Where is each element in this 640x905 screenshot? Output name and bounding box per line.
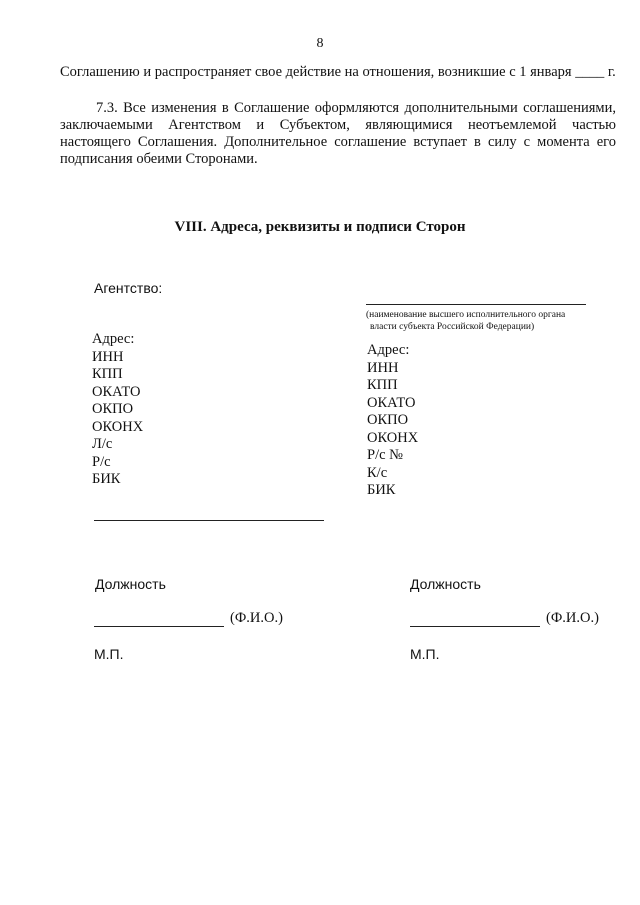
subject-field-okato: ОКАТО bbox=[367, 394, 416, 411]
subject-caption-line-2: власти субъекта Российской Федерации) bbox=[370, 322, 535, 332]
page-number: 8 bbox=[316, 36, 324, 51]
subject-signature-row bbox=[410, 610, 599, 627]
agency-field-okonh: ОКОНХ bbox=[92, 418, 144, 435]
subject-requisites bbox=[367, 342, 418, 500]
agency-field-okato: ОКАТО bbox=[92, 383, 141, 400]
agency-field-kpp: КПП bbox=[92, 366, 123, 382]
agency-heading: Агентство: bbox=[94, 280, 163, 296]
subject-field-kpp: КПП bbox=[367, 377, 398, 393]
agency-fio-label: (Ф.И.О.) bbox=[230, 610, 283, 626]
subject-name-line bbox=[366, 304, 586, 305]
agency-signature-row bbox=[94, 610, 283, 627]
subject-field-address: Адрес: bbox=[367, 342, 410, 358]
agency-position-label: Должность bbox=[95, 576, 166, 592]
subject-field-bik: БИК bbox=[367, 482, 396, 498]
subject-stamp-label: М.П. bbox=[410, 646, 440, 662]
section-title: VIII. Адреса, реквизиты и подписи Сторон bbox=[174, 219, 466, 235]
agency-field-ls: Л/с bbox=[92, 436, 113, 452]
subject-field-okonh: ОКОНХ bbox=[367, 429, 419, 446]
subject-signature-line bbox=[410, 610, 540, 627]
subject-field-inn: ИНН bbox=[367, 359, 399, 376]
agency-name-line bbox=[94, 520, 324, 521]
agency-field-okpo: ОКПО bbox=[92, 401, 134, 417]
paragraph-continuation: Соглашению и распространяет свое действие на отношения, возникшие с 1 января ____ г. bbox=[60, 64, 616, 80]
subject-caption-line-1: (наименование высшего исполнительного органа bbox=[366, 310, 566, 320]
subject-name-caption bbox=[366, 309, 565, 333]
subject-fio-label: (Ф.И.О.) bbox=[546, 610, 599, 626]
agency-field-address: Адрес: bbox=[92, 331, 135, 347]
agency-field-rs: Р/с bbox=[92, 453, 111, 470]
agency-requisites bbox=[92, 331, 143, 489]
agency-field-inn: ИНН bbox=[92, 348, 124, 365]
subject-field-okpo: ОКПО bbox=[367, 412, 409, 428]
agency-field-bik: БИК bbox=[92, 471, 121, 487]
agency-stamp-label: М.П. bbox=[94, 646, 124, 662]
agency-signature-line bbox=[94, 610, 224, 627]
subject-position-label: Должность bbox=[410, 576, 481, 592]
paragraph-clause-7-3: 7.3. Все изменения в Соглашение оформляются дополнительными соглашениями, заключаемыми Агентством и Субъектом, являющимися неотъемлемой частью настоящего Соглашения. Дополнительное соглашение вступает в силу с момента его подписания обеими Сторонами. bbox=[60, 100, 616, 167]
subject-field-rs: Р/с № bbox=[367, 447, 403, 463]
subject-field-ks: К/с bbox=[367, 464, 388, 481]
